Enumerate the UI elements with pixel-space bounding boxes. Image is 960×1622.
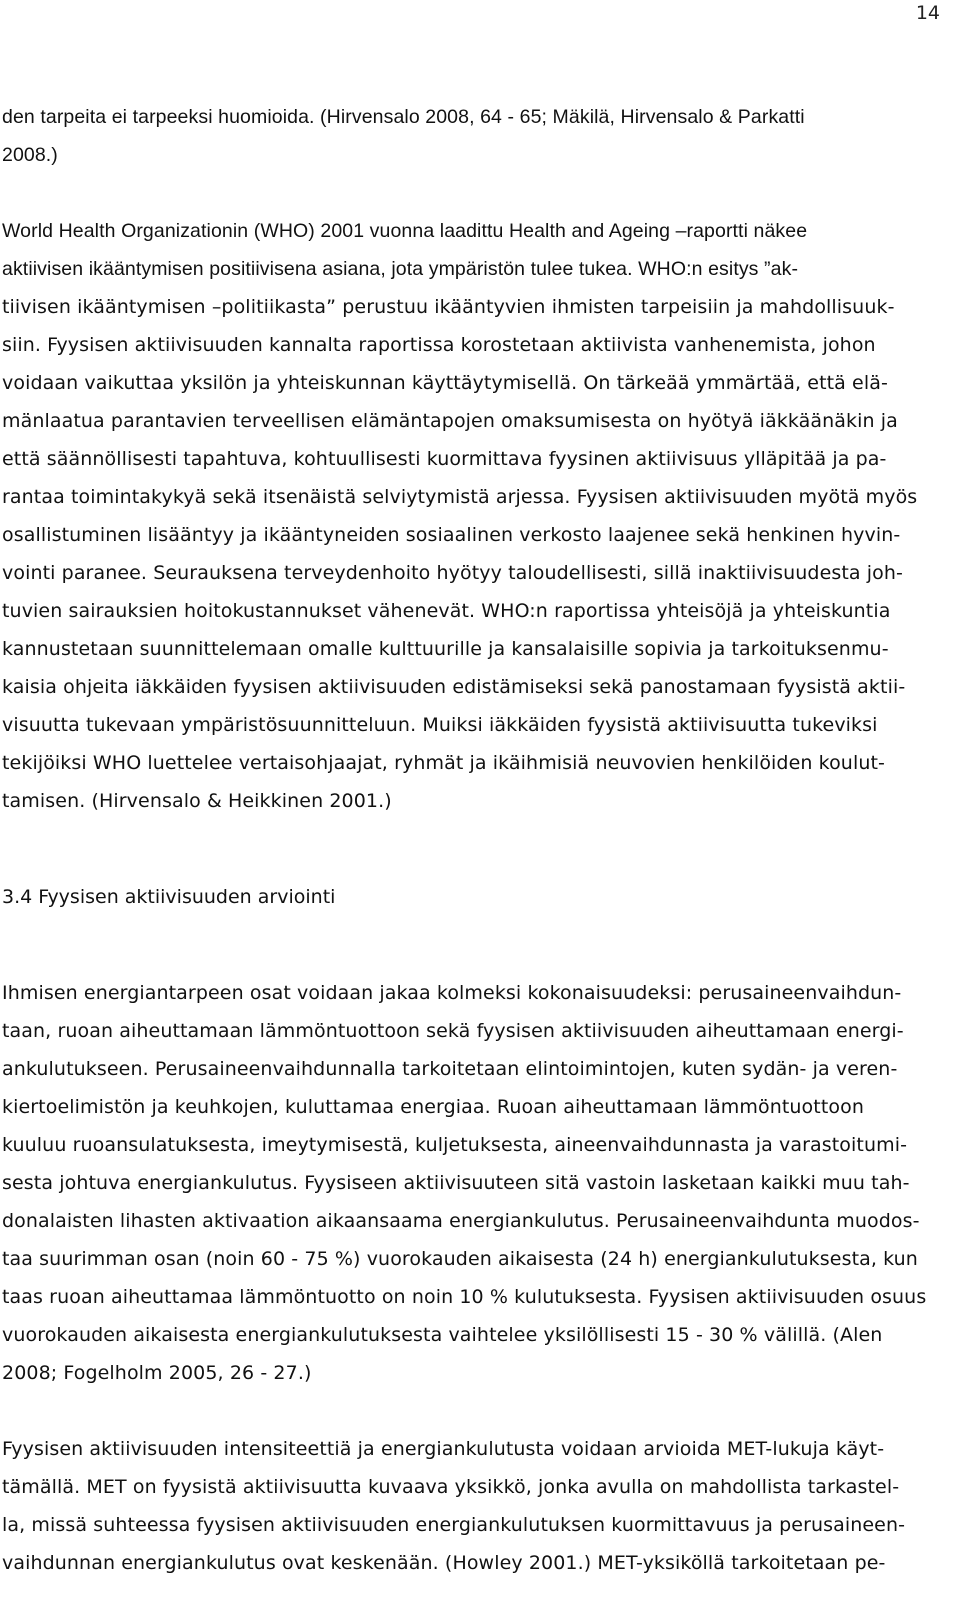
- text-line: den tarpeita ei tarpeeksi huomioida. (Hirvensalo 2008, 64 - 65; Mäkilä, Hirvensalo & Parkatti: [2, 106, 805, 128]
- text-line: tuvien sairauksien hoitokustannukset vähenevät. WHO:n raportissa yhteisöjä ja yhteiskuntia: [2, 600, 891, 622]
- text-line: tamisen. (Hirvensalo & Heikkinen 2001.): [2, 790, 392, 812]
- text-line: World Health Organizationin (WHO) 2001 vuonna laadittu Health and Ageing –raportti näkee: [2, 220, 808, 242]
- text-line: vaihdunnan energiankulutus ovat keskenään. (Howley 2001.) MET-yksiköllä tarkoitetaan pe-: [2, 1552, 886, 1574]
- text-line: tekijöiksi WHO luettelee vertaisohjaajat, ryhmät ja ikäihmisiä neuvovien henkilöiden koulut-: [2, 752, 885, 774]
- text-line: että säännöllisesti tapahtuva, kohtuullisesti kuormittava fyysinen aktiivisuus ylläpitää ja pa-: [2, 448, 887, 470]
- text-line: Fyysisen aktiivisuuden intensiteettiä ja energiankulutusta voidaan arvioida MET-lukuja käyt-: [2, 1438, 885, 1460]
- text-line: vuorokauden aikaisesta energiankulutuksesta vaihtelee yksilöllisesti 15 - 30 % välillä. (Alen: [2, 1324, 883, 1346]
- text-line: 2008; Fogelholm 2005, 26 - 27.): [2, 1362, 312, 1384]
- paragraph-2: [2, 212, 932, 820]
- text-line: vointi paranee. Seurauksena terveydenhoito hyötyy taloudellisesti, sillä inaktiivisuudesta joh-: [2, 562, 903, 584]
- text-line: osallistuminen lisääntyy ja ikääntyneiden sosiaalinen verkosto laajenee sekä henkinen hyvin-: [2, 524, 901, 546]
- text-line: siin. Fyysisen aktiivisuuden kannalta raportissa korostetaan aktiivista vanhenemista, johon: [2, 334, 876, 356]
- text-line: visuutta tukevaan ympäristösuunnitteluun. Muiksi iäkkäiden fyysistä aktiivisuutta tukeviksi: [2, 714, 878, 736]
- text-line: voidaan vaikuttaa yksilön ja yhteiskunnan käyttäytymisellä. On tärkeää ymmärtää, että elä-: [2, 372, 888, 394]
- text-line: la, missä suhteessa fyysisen aktiivisuuden energiankulutuksen kuormittavuus ja perusaineen-: [2, 1514, 906, 1536]
- paragraph-4: [2, 1430, 932, 1582]
- section-heading: 3.4 Fyysisen aktiivisuuden arviointi: [2, 886, 336, 908]
- text-line: taan, ruoan aiheuttamaan lämmöntuottoon sekä fyysisen aktiivisuuden aiheuttamaan energi-: [2, 1020, 904, 1042]
- page-number: 14: [915, 2, 940, 24]
- text-line: kiertoelimistön ja keuhkojen, kuluttamaa energiaa. Ruoan aiheuttamaan lämmöntuottoon: [2, 1096, 864, 1118]
- text-line: aktiivisen ikääntymisen positiivisena asiana, jota ympäristön tulee tukea. WHO:n esitys ”ak-: [2, 258, 799, 280]
- text-line: ankulutukseen. Perusaineenvaihdunnalla tarkoitetaan elintoimintojen, kuten sydän- ja veren-: [2, 1058, 898, 1080]
- document-body: [2, 98, 932, 1582]
- paragraph-3: [2, 974, 932, 1392]
- text-line: Ihmisen energiantarpeen osat voidaan jakaa kolmeksi kokonaisuudeksi: perusaineenvaihdun-: [2, 982, 902, 1004]
- text-line: sesta johtuva energiankulutus. Fyysiseen aktiivisuuteen sitä vastoin lasketaan kaikki muu tah-: [2, 1172, 910, 1194]
- paragraph-1: [2, 98, 932, 174]
- text-line: mänlaatua parantavien terveellisen elämäntapojen omaksumisesta on hyötyä iäkkäänäkin ja: [2, 410, 898, 432]
- text-line: kannustetaan suunnittelemaan omalle kulttuurille ja kansalaisille sopivia ja tarkoituksenmu-: [2, 638, 889, 660]
- text-line: tämällä. MET on fyysistä aktiivisuutta kuvaava yksikkö, jonka avulla on mahdollista tarkastel-: [2, 1476, 900, 1498]
- text-line: kuuluu ruoansulatuksesta, imeytymisestä, kuljetuksesta, aineenvaihdunnasta ja varastoitumi-: [2, 1134, 908, 1156]
- text-line: kaisia ohjeita iäkkäiden fyysisen aktiivisuuden edistämiseksi sekä panostamaan fyysistä aktii-: [2, 676, 906, 698]
- text-line: taa suurimman osan (noin 60 - 75 %) vuorokauden aikaisesta (24 h) energiankulutuksesta, kun: [2, 1248, 918, 1270]
- text-line: 2008.): [2, 144, 58, 166]
- text-line: tiivisen ikääntymisen –politiikasta” perustuu ikääntyvien ihmisten tarpeisiin ja mahdollisuuk-: [2, 296, 895, 318]
- text-line: donalaisten lihasten aktivaation aikaansaama energiankulutus. Perusaineenvaihdunta muodos-: [2, 1210, 920, 1232]
- text-line: taas ruoan aiheuttamaa lämmöntuotto on noin 10 % kulutuksesta. Fyysisen aktiivisuuden osuus: [2, 1286, 927, 1308]
- text-line: rantaa toimintakykyä sekä itsenäistä selviytymistä arjessa. Fyysisen aktiivisuuden myötä myös: [2, 486, 918, 508]
